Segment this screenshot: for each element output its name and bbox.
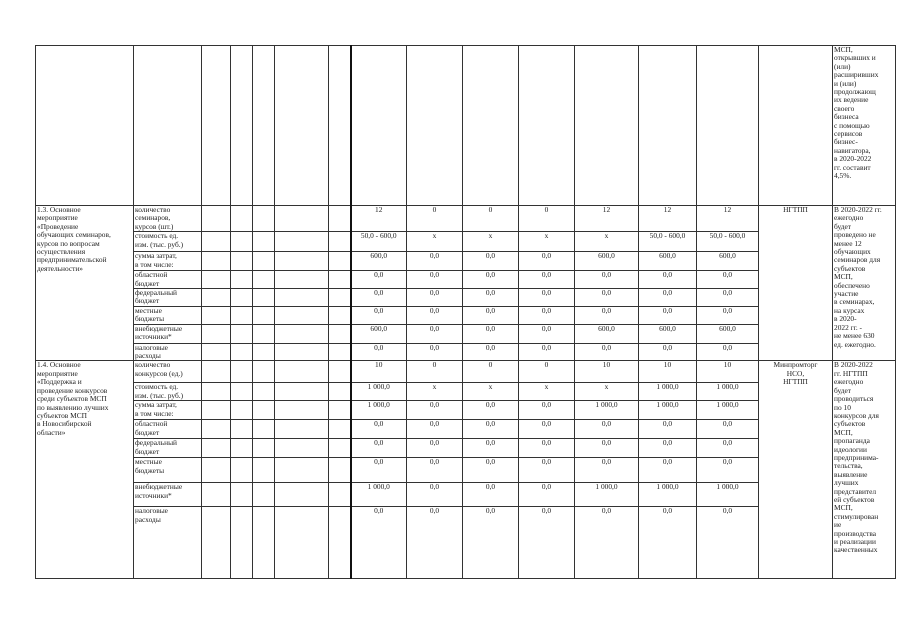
document-page	[35, 45, 895, 606]
value-cell: 0,0	[463, 252, 519, 271]
value-cell: 0,0	[407, 289, 463, 307]
value-cell: 0,0	[463, 439, 519, 458]
value-cell: 0,0	[697, 306, 759, 324]
value-cell: 0,0	[697, 439, 759, 458]
value-cell: 0,0	[519, 306, 575, 324]
value-cell: 1 000,0	[697, 483, 759, 507]
value-cell: 0,0	[697, 271, 759, 289]
value-cell: 50,0 - 600,0	[351, 232, 407, 252]
value-cell: 0,0	[639, 507, 697, 579]
value-cell: 0,0	[575, 289, 639, 307]
value-cell: 0,0	[575, 458, 639, 483]
indicator-label: налоговые расходы	[134, 343, 202, 361]
value-cell: 10	[351, 361, 407, 383]
indicator-label: внебюджетные источники*	[134, 483, 202, 507]
value-cell: 0,0	[463, 483, 519, 507]
value-cell: 0,0	[407, 324, 463, 343]
value-cell: 0,0	[351, 439, 407, 458]
value-cell: 10	[639, 361, 697, 383]
value-cell: 0	[407, 361, 463, 383]
table-row	[36, 206, 896, 232]
value-cell: 0	[519, 361, 575, 383]
value-cell: 0	[519, 206, 575, 232]
value-cell: 50,0 - 600,0	[697, 232, 759, 252]
value-cell: 1 000,0	[697, 401, 759, 420]
value-cell: 0,0	[519, 343, 575, 361]
value-cell: x	[575, 232, 639, 252]
value-cell: 0,0	[575, 271, 639, 289]
indicator-label: сумма затрат, в том числе:	[134, 401, 202, 420]
executor-cell: НГТПП	[759, 206, 833, 361]
table-row	[36, 361, 896, 383]
value-cell: 0,0	[463, 420, 519, 439]
event-cell: 1.3. Основное мероприятие «Проведение обучающих семинаров, курсов по вопросам осуществления предпринимательской деятельности»	[36, 206, 134, 361]
indicator-label: количество конкурсов (ед.)	[134, 361, 202, 383]
value-cell: 0,0	[351, 420, 407, 439]
table-row	[36, 46, 896, 206]
value-cell: 0,0	[519, 420, 575, 439]
value-cell: 600,0	[697, 252, 759, 271]
value-cell: 0,0	[575, 507, 639, 579]
value-cell: 0,0	[575, 420, 639, 439]
value-cell: 0,0	[407, 343, 463, 361]
value-cell: 0,0	[407, 420, 463, 439]
value-cell: 0,0	[463, 306, 519, 324]
value-cell: 0,0	[351, 343, 407, 361]
value-cell: 600,0	[639, 324, 697, 343]
value-cell: 1 000,0	[575, 483, 639, 507]
value-cell: 0,0	[519, 507, 575, 579]
value-cell: 0,0	[639, 458, 697, 483]
indicator-label: местные бюджеты	[134, 458, 202, 483]
value-cell: 0,0	[351, 458, 407, 483]
value-cell: 0,0	[463, 343, 519, 361]
value-cell: 600,0	[639, 252, 697, 271]
value-cell: 0,0	[463, 324, 519, 343]
value-cell: 1 000,0	[575, 401, 639, 420]
indicator-label: налоговые расходы	[134, 507, 202, 579]
value-cell: x	[407, 232, 463, 252]
value-cell: 600,0	[351, 324, 407, 343]
value-cell: 1 000,0	[639, 383, 697, 401]
value-cell: x	[519, 232, 575, 252]
value-cell: 1 000,0	[639, 401, 697, 420]
indicator-label: федеральный бюджет	[134, 289, 202, 307]
value-cell: x	[463, 232, 519, 252]
indicator-label: стоимость ед. изм. (тыс. руб.)	[134, 232, 202, 252]
indicator-label: стоимость ед. изм. (тыс. руб.)	[134, 383, 202, 401]
indicator-label: областной бюджет	[134, 271, 202, 289]
value-cell: 0,0	[407, 483, 463, 507]
value-cell: 0,0	[639, 420, 697, 439]
value-cell: 1 000,0	[351, 483, 407, 507]
value-cell: 0,0	[463, 289, 519, 307]
value-cell: 0,0	[463, 401, 519, 420]
value-cell: 0,0	[575, 439, 639, 458]
value-cell: x	[463, 383, 519, 401]
value-cell: 0,0	[351, 271, 407, 289]
program-table	[35, 45, 896, 579]
value-cell: 0,0	[639, 306, 697, 324]
value-cell: 0,0	[407, 271, 463, 289]
value-cell: 1 000,0	[697, 383, 759, 401]
indicator-label: количество семинаров, курсов (шт.)	[134, 206, 202, 232]
indicator-label: сумма затрат, в том числе:	[134, 252, 202, 271]
value-cell: x	[519, 383, 575, 401]
value-cell: 0,0	[351, 306, 407, 324]
value-cell: 0	[407, 206, 463, 232]
value-cell: 12	[575, 206, 639, 232]
value-cell: 0,0	[519, 458, 575, 483]
value-cell: 0,0	[407, 507, 463, 579]
value-cell: 0,0	[351, 289, 407, 307]
value-cell: 0,0	[697, 420, 759, 439]
value-cell: 0,0	[697, 507, 759, 579]
value-cell: 1 000,0	[351, 383, 407, 401]
value-cell: 600,0	[575, 252, 639, 271]
value-cell: 0,0	[697, 458, 759, 483]
value-cell: 0,0	[519, 483, 575, 507]
value-cell: 0,0	[463, 507, 519, 579]
value-cell: 0,0	[639, 343, 697, 361]
value-cell: 1 000,0	[639, 483, 697, 507]
value-cell: x	[407, 383, 463, 401]
value-cell: 0,0	[519, 439, 575, 458]
value-cell: 0,0	[407, 439, 463, 458]
value-cell: 0,0	[575, 343, 639, 361]
value-cell: 0,0	[351, 507, 407, 579]
value-cell: 0	[463, 361, 519, 383]
value-cell: 0,0	[407, 306, 463, 324]
value-cell: 10	[575, 361, 639, 383]
result-cell: В 2020-2022 гг. ежегодно будет проведено не менее 12 обучающих семинаров для субъектов МСП, обеспечено участие в семинарах, на курсах в 2020- 2022 гг. - не менее 630 ед. ежегодно.	[833, 206, 896, 361]
value-cell: 50,0 - 600,0	[639, 232, 697, 252]
value-cell: x	[575, 383, 639, 401]
executor-cell: Минпромторг НСО, НГТПП	[759, 361, 833, 579]
value-cell: 1 000,0	[351, 401, 407, 420]
value-cell: 12	[639, 206, 697, 232]
value-cell: 0,0	[697, 343, 759, 361]
value-cell: 600,0	[575, 324, 639, 343]
value-cell: 0,0	[519, 324, 575, 343]
value-cell: 12	[351, 206, 407, 232]
indicator-label: внебюджетные источники*	[134, 324, 202, 343]
value-cell: 0,0	[519, 252, 575, 271]
value-cell: 12	[697, 206, 759, 232]
value-cell: 0,0	[697, 289, 759, 307]
value-cell: 0,0	[407, 252, 463, 271]
indicator-label: федеральный бюджет	[134, 439, 202, 458]
value-cell: 0	[463, 206, 519, 232]
value-cell: 0,0	[519, 289, 575, 307]
value-cell: 0,0	[407, 458, 463, 483]
value-cell: 10	[697, 361, 759, 383]
value-cell: 0,0	[639, 439, 697, 458]
value-cell: 0,0	[463, 271, 519, 289]
value-cell: 0,0	[639, 289, 697, 307]
indicator-label: местные бюджеты	[134, 306, 202, 324]
result-cell: В 2020-2022 гг. НГТПП ежегодно будет проводиться по 10 конкурсов для субъектов МСП, пропаганда идеологии предпринима- тельства, выявление лучших представител ей субъектов МСП, стимулирован ие производства и реализации качественных	[833, 361, 896, 579]
value-cell: 0,0	[407, 401, 463, 420]
event-cell: 1.4. Основное мероприятие «Поддержка и проведение конкурсов среди субъектов МСП по выявлению лучших субъектов МСП в Новосибирской области»	[36, 361, 134, 579]
result-cell-top: МСП, открывших и (или) расширивших и (или) продолжающ их ведение своего бизнеса с помощью сервисов бизнес- навигатора, в 2020-2022 гг. составит 4,5%.	[833, 46, 896, 206]
value-cell: 600,0	[697, 324, 759, 343]
value-cell: 0,0	[519, 271, 575, 289]
value-cell: 600,0	[351, 252, 407, 271]
value-cell: 0,0	[639, 271, 697, 289]
indicator-label: областной бюджет	[134, 420, 202, 439]
value-cell: 0,0	[575, 306, 639, 324]
value-cell: 0,0	[519, 401, 575, 420]
value-cell: 0,0	[463, 458, 519, 483]
